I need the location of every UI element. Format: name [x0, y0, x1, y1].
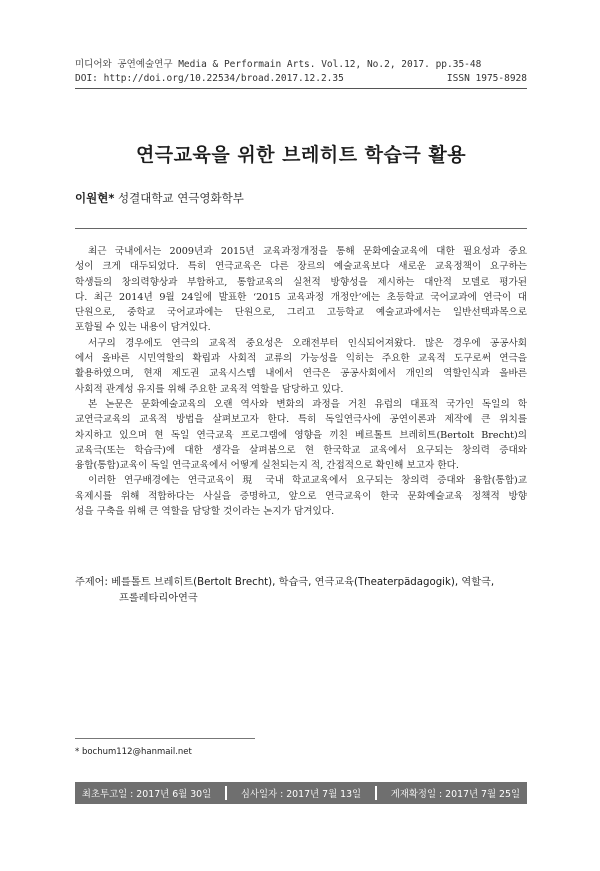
keywords-line-2: 프롤레타리아연극 [119, 593, 198, 604]
author-affiliation: 성결대학교 연극영화학부 [118, 191, 244, 205]
date-separator [375, 786, 377, 800]
header-divider [75, 88, 527, 89]
issn: ISSN 1975-8928 [446, 73, 527, 84]
abstract-line: 성이 크게 대두되었다. 특히 연극교육은 다른 장르의 예술교육보다 새로운 교육정책이 요구하는 [75, 261, 527, 273]
abstract-line: 육제시를 위해 적합하다는 사실을 증명하고, 앞으로 연극교육이 한국 문화예술교육 정책적 방향 [75, 490, 527, 502]
abstract-line: 성을 구축을 위해 큰 역할을 담당할 것이라는 논지가 담겨있다. [75, 506, 335, 518]
review-date: 심사일자 : 2017년 7월 13일 [240, 789, 362, 800]
abstract-line: 사회적 관계성 유지를 위해 주요한 교육적 역할을 담당하고 있다. [75, 383, 344, 395]
author-line [75, 190, 527, 206]
abstract [75, 244, 527, 519]
abstract-line: 단원으로, 중학교 국어교과에는 단원으로, 그리고 고등학교 예술교과에서는 일반선택과목으로 [75, 307, 527, 319]
keywords-line-1 [75, 575, 527, 591]
abstract-paragraph-3 [75, 397, 527, 473]
abstract-paragraph-1 [75, 244, 527, 336]
abstract-line: 차지하고 있으며 현 독일 연극교육 프로그램에 영향을 끼친 베르톨트 브레히트(Bertolt Brecht)의 [75, 429, 527, 441]
author-name: 이원현* [75, 191, 115, 205]
abstract-line: 최근 국내에서는 2009년과 2015년 교육과정개정을 통해 문화예술교육에 대한 필요성과 중요 [88, 246, 527, 257]
abstract-line: 본 논문은 문화예술교육의 오랜 역사와 변화의 과정을 거친 유럽의 대표적 국가인 독일의 학 [88, 398, 527, 410]
keywords-label: 주제어: [75, 577, 108, 588]
paper-title: 연극교육을 위한 브레히트 학습극 활용 [135, 144, 467, 166]
abstract-line: 서구의 경우에도 연극의 교육적 중요성은 오래전부터 인식되어져왔다. 많은 경우에 공공사회 [88, 337, 527, 349]
received-date: 최초투고일 : 2017년 6월 30일 [81, 789, 212, 800]
date-separator [225, 786, 227, 800]
keywords [75, 575, 527, 607]
keywords-list: 베를톨트 브레히트(Bertolt Brecht), 학습극, 연극교육(Theaterpädagogik), 역할극, [111, 577, 495, 588]
abstract-line: 포함될 수 있는 내용이 담겨있다. [75, 322, 211, 334]
abstract-line: 다. 최근 2014년 9월 24일에 발표한 ‘2015 교육과정 개정안’에는 초등학교 국어교과에 연극이 대 [75, 291, 527, 303]
abstract-line: 교육극(또는 학습극)에 대한 생각을 살펴봄으로 현 한국학교 교육에서 요구되는 창의력 증대와 [75, 444, 527, 456]
abstract-line: 교연극교육의 교육적 방법을 살펴보고자 한다. 특히 독일연극사에 공연이론과 제작에 큰 위치를 [75, 414, 527, 426]
journal-citation: 미디어와 공연예술연구 Media & Performain Arts. Vol.12, No.2, 2017. pp.35-48 [75, 59, 482, 70]
abstract-paragraph-2 [75, 336, 527, 397]
author-email-footnote: * bochum112@hanmail.net [75, 747, 192, 757]
doi-issn-row [75, 73, 527, 84]
doi-link[interactable]: DOI: http://doi.org/10.22534/broad.2017.12.2.35 [75, 73, 344, 84]
abstract-line: 활용하였으며, 현재 제도권 교육시스템 내에서 연극은 공공사회에서 개인의 역할인식과 올바른 [75, 368, 527, 380]
submission-dates-bar [75, 782, 527, 804]
abstract-line: 학생들의 창의력향상과 부합하고, 통합교육의 실천적 방향성을 제시하는 대안적 모델로 평가된 [75, 276, 527, 288]
footnote-divider [75, 738, 255, 739]
abstract-line: 에서 올바른 시민역할의 확립과 사회적 교류의 가능성을 익히는 주요한 교육적 도구로써 연극을 [75, 353, 527, 365]
author-divider [75, 228, 527, 229]
abstract-line: 이러한 연구배경에는 연극교육이 現 국내 학교교육에서 요구되는 창의력 증대와 융합(통합)교 [88, 475, 527, 487]
abstract-line: 융합(통합)교육이 독일 연극교육에서 어떻게 실천되는지 적, 간접적으로 확인해 보고자 한다. [75, 460, 459, 472]
abstract-paragraph-4 [75, 473, 527, 519]
accepted-date: 게재확정일 : 2017년 7월 25일 [390, 789, 521, 800]
